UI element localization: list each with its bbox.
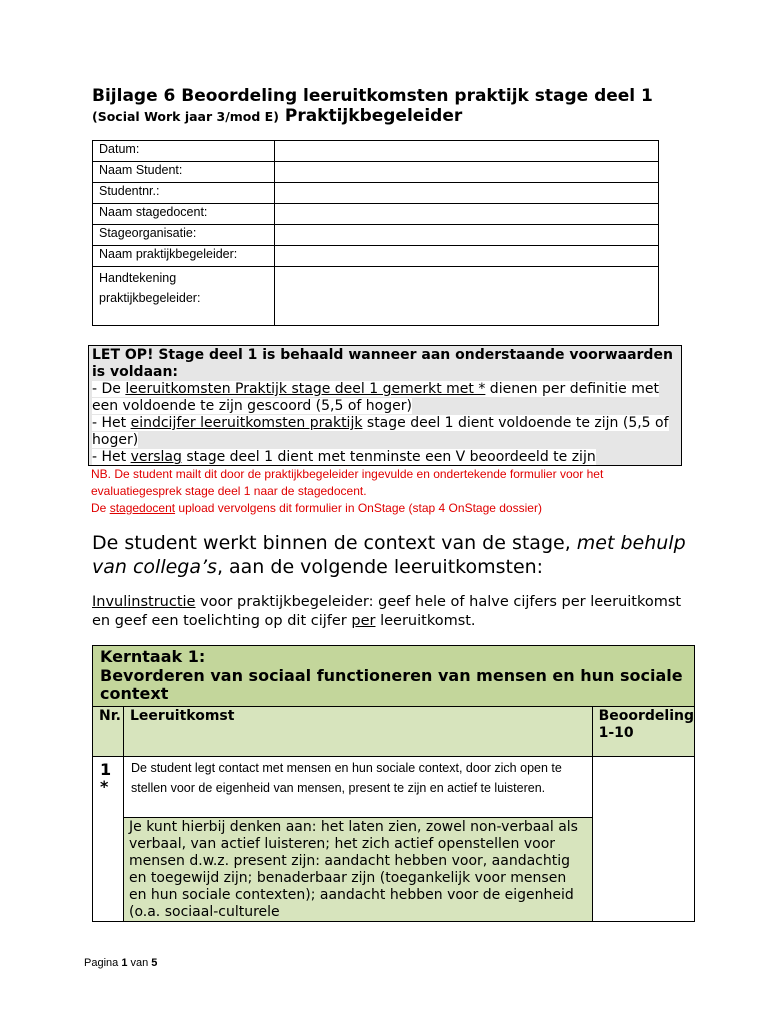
score-field[interactable] <box>592 757 694 922</box>
learning-outcome-description: De student legt contact met mensen en hun sociale context, door zich open te stellen voor de eigenheid van mensen, present te zijn en actief te luisteren. <box>124 757 593 818</box>
column-header-nr: Nr. <box>93 707 124 757</box>
row-number: 1 * <box>93 757 124 922</box>
info-row-organisation <box>93 225 659 246</box>
document-title <box>92 86 692 127</box>
info-value-field[interactable] <box>275 225 659 246</box>
kerntaak-table <box>92 645 695 922</box>
title-role: Praktijkbegeleider <box>278 106 463 126</box>
info-label: Naam praktijkbegeleider: <box>93 246 275 267</box>
requirements-warning-box <box>88 345 682 466</box>
submission-note: NB. De student mailt dit door de praktijkbegeleider ingevulde en ondertekende formulier voor het evaluatiegesprek stage deel 1 naar de stagedocent. De stagedocent upload vervolgens dit formulier in OnStage (stap 4 OnStage dossier) <box>91 467 604 515</box>
nb-text: NB. De student mailt dit door de praktijkbegeleider ingevulde en ondertekende formulier voor het evaluatiegesprek stage deel 1 naar de stagedocent. <box>91 467 604 498</box>
learning-outcome-hint: Je kunt hierbij denken aan: het laten zien, zowel non-verbaal als verbaal, van actief luisteren; het zich actief openstellen voor mensen d.w.z. present zijn: aandacht hebben voor, aandachtig en toegewijd zijn; benaderbaar zijn (toegankelijk voor mensen en hun sociale contexten); aandacht hebben voor de eigenheid (o.a. sociaal-culturele <box>124 818 593 922</box>
page-footer: Pagina 1 van 5 <box>84 957 158 969</box>
info-label: Stageorganisatie: <box>93 225 275 246</box>
info-label: Naam Student: <box>93 162 275 183</box>
warning-item-2: - Het eindcijfer leeruitkomsten praktijk stage deel 1 dient voldoende te zijn (5,5 of hoger) <box>92 415 669 448</box>
kerntaak-title: Kerntaak 1: Bevorderen van sociaal functioneren van mensen en hun sociale context <box>93 646 695 707</box>
title-program: (Social Work jaar 3/mod E) <box>92 109 279 124</box>
info-label: Studentnr.: <box>93 183 275 204</box>
column-header-leeruitkomst: Leeruitkomst <box>124 707 593 757</box>
total-pages: 5 <box>151 957 158 969</box>
info-row-signature <box>93 267 659 326</box>
column-header-beoordeling: Beoordeling 1-10 <box>592 707 694 757</box>
info-row-internship-teacher <box>93 204 659 225</box>
warning-heading: LET OP! Stage deel 1 is behaald wanneer aan onderstaande voorwaarden is voldaan: <box>92 347 673 380</box>
student-info-table <box>92 140 659 326</box>
info-label: Datum: <box>93 141 275 162</box>
info-value-field[interactable] <box>275 162 659 183</box>
info-row-supervisor <box>93 246 659 267</box>
warning-item-1: - De leeruitkomsten Praktijk stage deel 1 gemerkt met * dienen per definitie met een voldoende te zijn gescoord (5,5 of hoger) <box>92 381 659 414</box>
info-value-field[interactable] <box>275 141 659 162</box>
info-row-student-number <box>93 183 659 204</box>
info-value-field[interactable] <box>275 204 659 225</box>
signature-field[interactable] <box>275 267 659 326</box>
info-value-field[interactable] <box>275 246 659 267</box>
fill-instruction: Invulinstructie voor praktijkbegeleider: geef hele of halve cijfers per leeruitkomst en geef een toelichting op dit cijfer per leeruitkomst. <box>92 594 682 629</box>
required-mark: * <box>100 777 109 796</box>
signature-label: Handtekening praktijkbegeleider: <box>93 267 275 326</box>
info-row-student-name <box>93 162 659 183</box>
context-heading: De student werkt binnen de context van de stage, met behulp van collega’s, aan de volgende leeruitkomsten: <box>92 532 686 578</box>
current-page: 1 <box>121 957 128 969</box>
warning-item-3: - Het verslag stage deel 1 dient met tenminste een V beoordeeld te zijn <box>92 449 596 465</box>
info-label: Naam stagedocent: <box>93 204 275 225</box>
info-value-field[interactable] <box>275 183 659 204</box>
table-row <box>93 757 695 818</box>
title-main: Bijlage 6 Beoordeling leeruitkomsten praktijk stage deel 1 <box>92 86 653 106</box>
info-row-date <box>93 141 659 162</box>
